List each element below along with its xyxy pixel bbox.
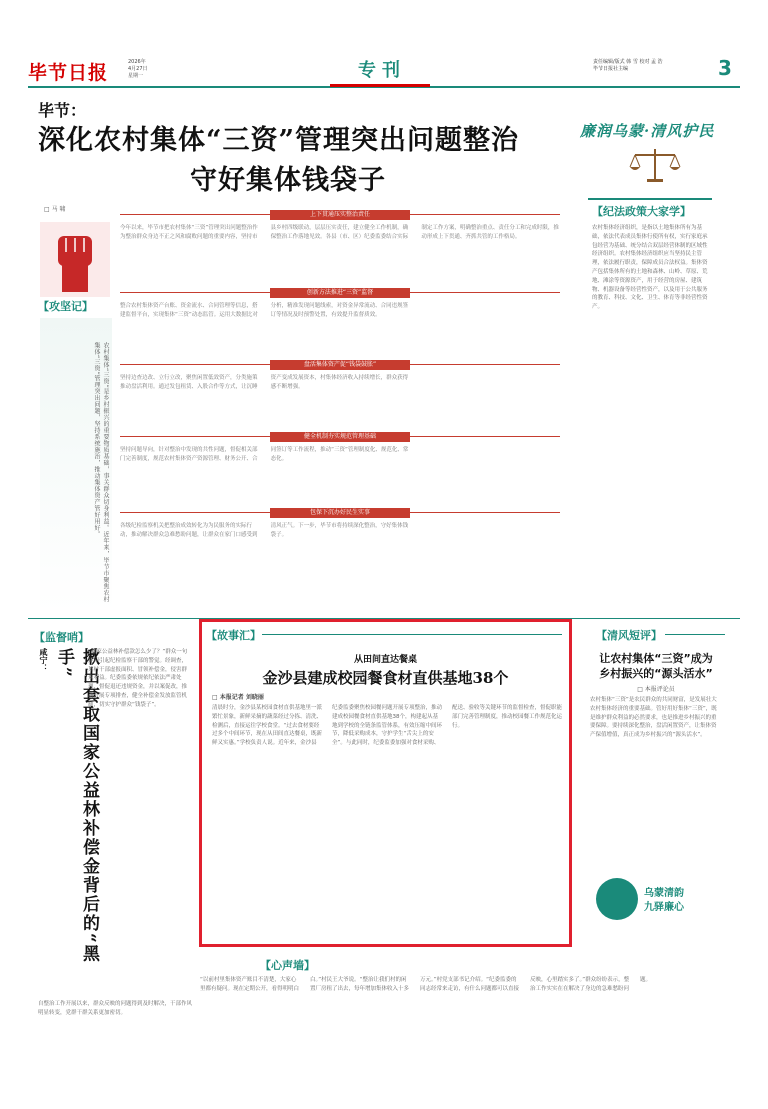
issue-date: 2026年 4月27日 星期一	[128, 59, 148, 79]
headline-line2: 守好集体钱袋子	[190, 165, 386, 196]
section-banner	[120, 210, 560, 220]
badge-text-line2: 九驿廉心	[644, 902, 684, 913]
section-banner	[120, 360, 560, 370]
brief-text: 农村集体“三资”是农民群众的共同财富，是发展壮大农村集体经济的重要基础。管好用好集体“三资”，既是维护群众利益的必然要求，也是推进乡村振兴的重要保障。要持续深化整治，盘活闲置资产，让集体资产保值增值，真正成为乡村振兴的“源头活水”。	[590, 697, 717, 739]
heart-tag: 【心声墙】	[260, 959, 315, 972]
slogan-banner: 廉润乌蒙·清风护民	[580, 122, 715, 140]
brief-rule	[665, 634, 725, 635]
newspaper-logo: 毕节日报	[28, 62, 109, 84]
section-label: 盘活集体资产促“钱袋鼓胀”	[270, 360, 410, 370]
section-banner	[120, 508, 560, 518]
supervision-tag: 【监督哨】	[34, 631, 89, 644]
masthead	[28, 56, 740, 84]
section-label: 包保下沉办好民生实事	[270, 508, 410, 518]
editor-credits: 责任编辑/版式 韩 雪 校对 孟 浩 毕节日报社主编	[593, 59, 663, 72]
story-byline: □ 本报记者 刘晓丽	[212, 694, 264, 701]
brand-badge-icon	[596, 878, 638, 920]
scales-of-justice-icon	[600, 145, 710, 185]
section-title: 专刊	[358, 60, 406, 81]
story-title: 金沙县建成校园餐食材直供基地38个	[262, 669, 509, 687]
law-column-text: 农村集体经济组织，是指以土地集体所有为基础，依法代表成员集体行使所有权，实行家庭承包经营为基础、统分结合双层经营体制的区域性经济组织。农村集体经济组织应当坚持民主管理，依法履行职责，保障成员合法权益。集体资产包括集体所有的土地和森林、山岭、草原、荒地、滩涂等资源资产，用于经营的房屋、建筑物、机器设备等经营性资产，以及用于公共服务的教育、科技、文化、卫生、体育等非经营性资产。	[592, 225, 708, 311]
brief-title-line2: 乡村振兴的“源头活水”	[599, 667, 713, 680]
badge-text-line1: 乌蒙清韵	[644, 888, 684, 899]
section-body: 坚持问题导向，针对整治中发现的共性问题，督促相关部门完善制度，规范农村集体资产资源管理、财务公开、合同签订等工作流程，推动“三资”管理制度化、规范化、常态化。	[120, 447, 409, 462]
section-label: 创新方法推进“三资”监督	[270, 288, 410, 298]
story-kicker: 从田间直达餐桌	[353, 655, 417, 665]
supervision-title: 揪出套取国家公益林补偿金背后的“黑手”	[54, 648, 99, 964]
law-column-tag: 【纪法政策大家学】	[592, 205, 691, 218]
brief-tag: 【清风短评】	[596, 629, 662, 642]
heart-text: “以前村里集体资产账目不清楚，大家心里都有疑问。现在定期公开，看得明明白白。”村民王大爷说。“整治让我们村的闲置厂房租了出去，每年增加集体收入十多万元。”村党支部书记介绍。“纪委监委的同志经常来走访，有什么问题都可以直接反映，心里踏实多了。”群众纷纷表示，整治工作实实在在解决了身边的急难愁盼问题。	[200, 977, 652, 992]
headline-kicker: 毕节：	[38, 101, 87, 120]
section-body: 各级纪检监察机关把整治成效转化为为民服务的实际行动，推动解决群众急难愁盼问题，让群众在家门口感受到清风正气。下一步，毕节市将持续深化整治，守好集体钱袋子。	[120, 523, 409, 538]
supervision-kicker: 咸宁：	[39, 648, 48, 672]
supervision-text: “我家公益林补偿款怎么少了？”群众一句疑问引起纪检监察干部的警觉。经调查，某村干部虚报面积、冒领补偿金，侵害群众利益。纪委监委依规依纪依法严肃处理，督促退还违规资金，并以案促改，推动开展专项排查，健全补偿金发放监管机制，切实守护群众“钱袋子”。	[88, 649, 188, 708]
section-label: 上下贯通压实整治责任	[270, 210, 410, 220]
story-tag: 【故事汇】	[206, 629, 261, 642]
headline-byline: □ 马 啸	[44, 206, 66, 213]
headline-line1: 深化农村集体“三资”管理突出问题整治	[38, 125, 520, 156]
story-text: 清晨时分，金沙县某校园食材直供基地里一派繁忙景象，新鲜采摘的蔬菜经过分拣、清洗、检测后，直接运往学校食堂。“过去食材要经过多个中间环节，现在从田间直达餐桌，既新鲜又实惠。”学校负责人说。近年来，金沙县纪委监委聚焦校园餐问题开展专项整治，推动建成校园餐食材直供基地38个，构建起从基地到学校的全链条监管体系，有效压缩中间环节，降低采购成本，守护学生“舌尖上的安全”。与此同时，纪委监委加强对食材采购、配送、验收等关键环节的监督检查，督促职能部门完善管理制度，推动校园餐工作规范化运行。	[212, 705, 562, 747]
section-body: 坚持边查边改、立行立改，聚焦闲置低效资产，分类施策推动盘活利用。通过发包租赁、入股合作等方式，让沉睡资产变成发展资本，村集体经济收入持续增长，群众获得感不断增强。	[120, 375, 409, 390]
masthead-accent-rule	[330, 84, 430, 87]
section-body: 整合农村集体资产台账、资金流水、合同管理等信息，搭建监督平台，实现集体“三资”动态监管。运用大数据比对分析，精准发现问题线索，对资金异常流动、合同违规签订等情况及时预警处置，有效提升监督质效。	[120, 303, 409, 318]
attack-column-tag: 【攻坚记】	[38, 300, 93, 313]
story-rule	[262, 634, 562, 635]
attack-column-text: 农村集体“三资”是乡村振兴的重要物质基础，事关群众切身利益。近年来，毕节市聚焦农村集体“三资”管理突出问题，坚持系统施治，推动集体资产管好用好。	[93, 342, 109, 603]
heart-left-text: 自整治工作开展以来，群众反映的问题得到及时解决，干部作风明显转变，党群干群关系更加密切。	[38, 1001, 193, 1016]
section-body: 今年以来，毕节市把农村集体“三资”管理突出问题整治作为整治群众身边不正之风和腐败问题的重要内容，坚持市县乡村四级联动，层层压实责任，建立健全工作机制，确保整治工作落地见效。各县（市、区）纪委监委结合实际制定工作方案，明确整治重点、责任分工和完成时限，推动形成上下贯通、齐抓共管的工作格局。	[120, 225, 559, 240]
brief-title-line1: 让农村集体“三资”成为	[599, 652, 713, 665]
section-label: 健全机制夯实规范管理基础	[270, 432, 410, 442]
section-banner	[120, 288, 560, 298]
section-banner	[120, 432, 560, 442]
brief-byline: □ 本报评论员	[637, 686, 675, 693]
raised-fist-icon	[40, 222, 110, 297]
page-number: 3	[718, 56, 732, 80]
